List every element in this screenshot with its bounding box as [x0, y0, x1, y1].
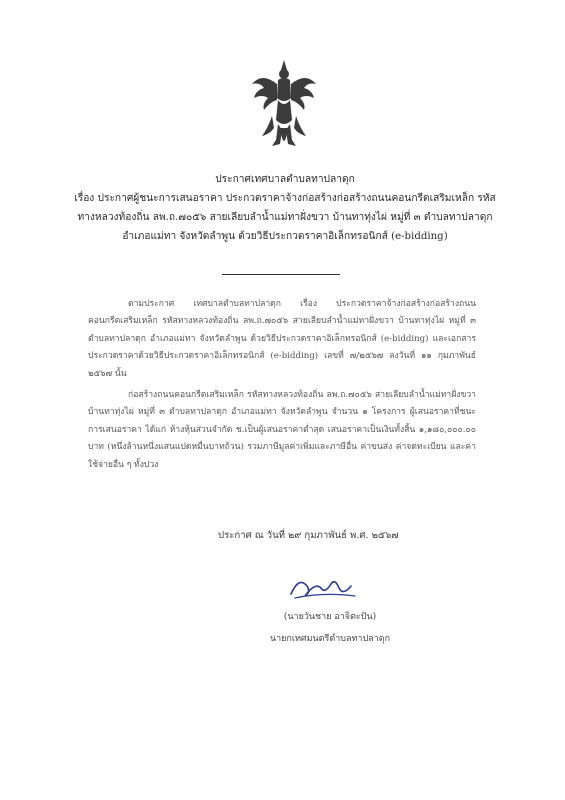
announcement-heading: [60, 170, 510, 246]
signer-position: นายกเทศมนตรีตำบลทาปลาดุก: [269, 634, 391, 644]
signer-block: [240, 606, 420, 650]
body-paragraph-1: ตามประกาศ เทศบาลตำบลทาปลาดุก เรื่อง ประกวดราคาจ้างก่อสร้างก่อสร้างถนนคอนกรีตเสริมเหล็ก รหัสทางหลวงท้องถิ่น ลพ.ถ.๗๐๕๖ สายเลียบลำน้ำแม่ทาฝั่งขวา บ้านทาทุ่งไผ่ หมู่ที่ ๓ ตำบลทาปลาดุก อำเภอแม่ทา จังหวัดลำพูน ด้วยวิธีประกวดราคาอิเล็กทรอนิกส์ (e-bidding) และเอกสารประกวดราคาด้วยวิธีประกวดราคาอิเล็กทรอนิกส์ (e-bidding) เลขที่ ๗/๒๕๖๗ ลงวันที่ ๑๑ กุมภาพันธ์ ๒๕๖๗ นั้น: [88, 299, 476, 379]
subject-line-1: เรื่อง ประกาศผู้ชนะการเสนอราคา ประกวดราคาจ้างก่อสร้างก่อสร้างถนนคอนกรีตเสริมเหล็ก รหัส: [74, 193, 496, 204]
announcement-dateline: ประกาศ ณ วันที่ ๒๙ กุมภาพันธ์ พ.ศ. ๒๕๖๗: [218, 530, 399, 541]
handwritten-signature-icon: [285, 572, 361, 602]
subject-line-2: ทางหลวงท้องถิ่น ลพ.ถ.๗๐๕๖ สายเลียบลำน้ำแม่ทาฝั่งขวา บ้านทาทุ่งไผ่ หมู่ที่ ๓ ตำบลทาปลาดุก: [77, 212, 493, 223]
garuda-emblem-icon: [248, 58, 320, 156]
announcement-body: [88, 296, 476, 478]
body-paragraph-2: ก่อสร้างถนนคอนกรีตเสริมเหล็ก รหัสทางหลวงท้องถิ่น ลพ.ถ.๗๐๕๖ สายเลียบลำน้ำแม่ทาฝั่งขวา บ้านทาทุ่งไผ่ หมู่ที่ ๓ ตำบลทาปลาดุก อำเภอแม่ทา จังหวัดลำพูน จำนวน ๑ โครงการ ผู้เสนอราคาที่ชนะการเสนอราคา ได้แก่ ห้างหุ้นส่วนจำกัด ช.เป็นผู้เสนอราคาต่ำสุด เสนอราคาเป็นเงินทั้งสิ้น ๑,๑๘๐,๐๐๐.๐๐ บาท (หนึ่งล้านหนึ่งแสนแปดหมื่นบาทถ้วน) รวมภาษีมูลค่าเพิ่มและภาษีอื่น ค่าขนส่ง ค่าจดทะเบียน และค่าใช้จ่ายอื่น ๆ ทั้งปวง: [88, 390, 476, 470]
subject-line-3: อำเภอแม่ทา จังหวัดลำพูน ด้วยวิธีประกวดราคาอิเล็กทรอนิกส์ (e-bidding): [122, 231, 448, 242]
divider-line: [222, 274, 340, 275]
signer-name: (นายวันชาย อาจิตะปัน): [283, 612, 377, 622]
announcement-title: ประกาศเทศบาลตำบลทาปลาดุก: [215, 174, 355, 185]
